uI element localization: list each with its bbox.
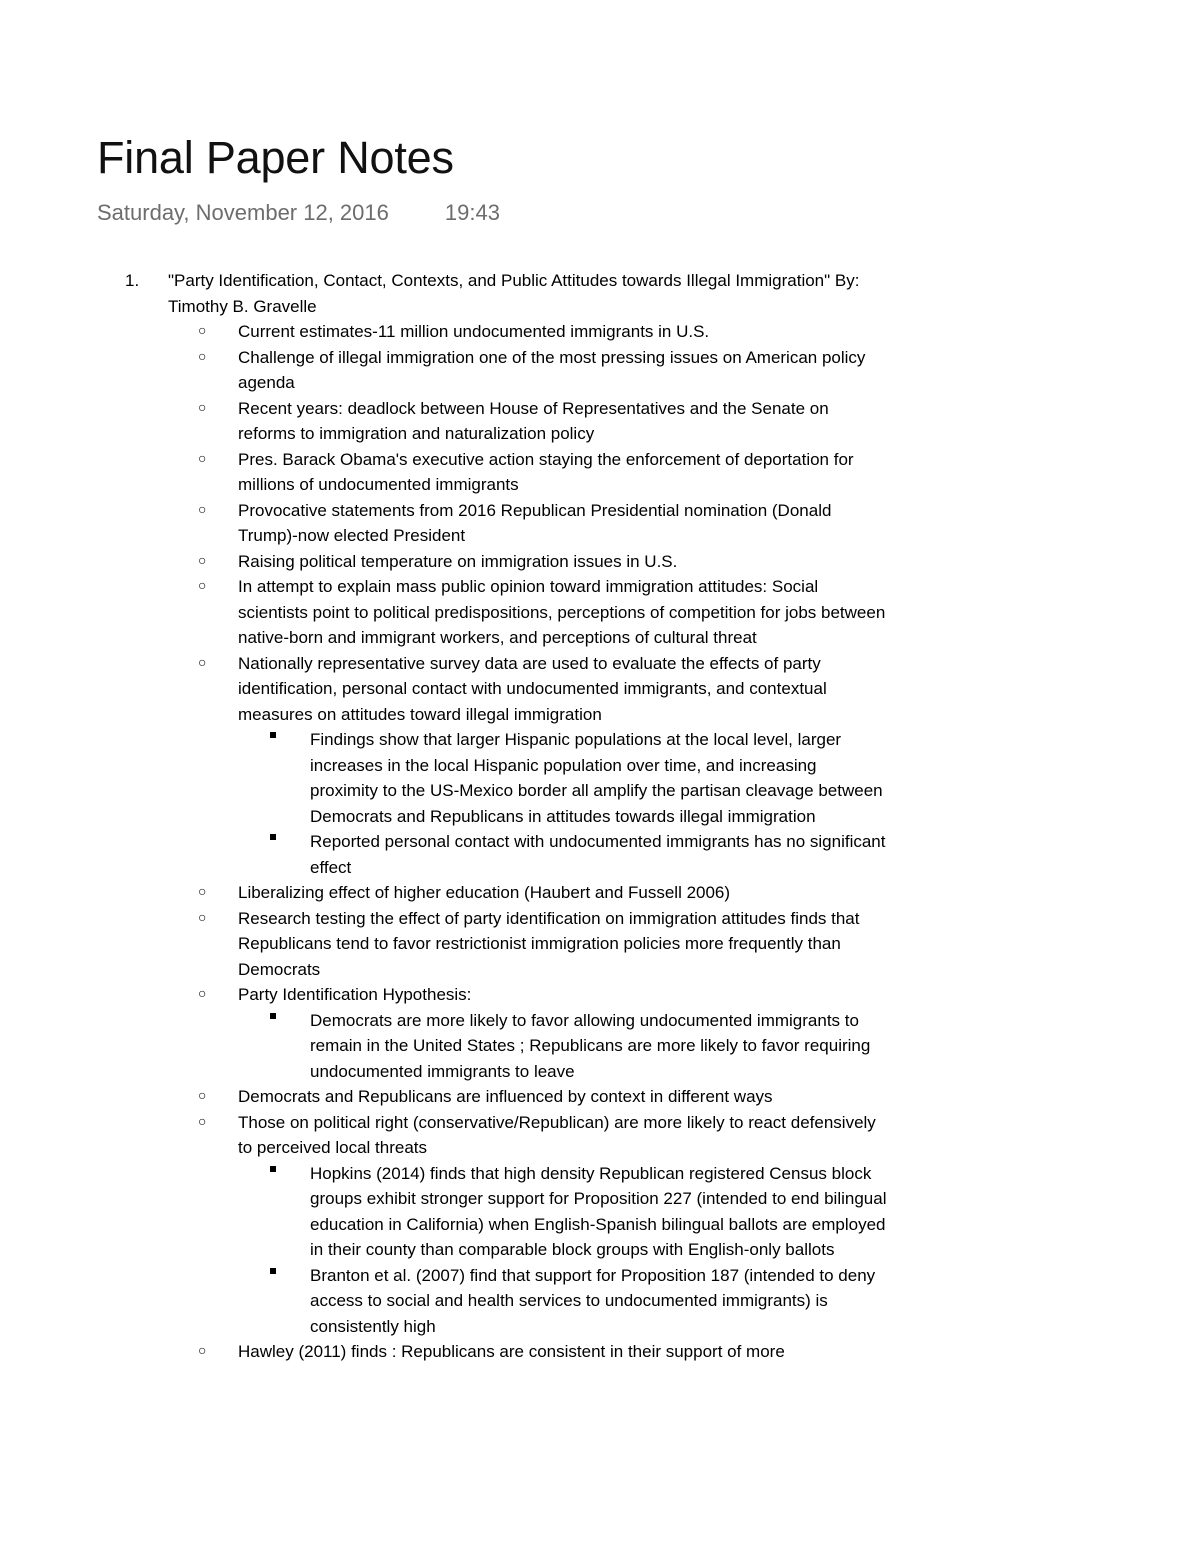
list-item <box>0 549 888 575</box>
note-body <box>0 268 1200 1436</box>
note-text: Democrats are more likely to favor allowing undocumented immigrants to remain in the United States ; Republicans are more likely to favor requiring undocumented immigrants to leave <box>310 1010 871 1081</box>
square-bullet-icon <box>270 1013 276 1019</box>
hollow-bullet-icon: ○ <box>198 1342 207 1358</box>
hollow-bullet-icon: ○ <box>198 1112 207 1129</box>
hollow-bullet-icon: ○ <box>198 883 207 899</box>
hollow-bullet-icon: ○ <box>198 347 207 364</box>
hollow-bullet-icon: ○ <box>198 500 207 517</box>
list-item <box>0 498 888 549</box>
hollow-bullet-icon: ○ <box>198 398 207 415</box>
list-number: 1. <box>125 271 140 290</box>
list-item <box>0 982 888 1008</box>
note-timestamp <box>97 198 500 228</box>
note-text: Liberalizing effect of higher education (Haubert and Fussell 2006) <box>238 883 731 902</box>
note-time: 19:43 <box>444 200 500 225</box>
note-text: Reported personal contact with undocumented immigrants has no significant effect <box>310 832 886 877</box>
note-text: Party Identification Hypothesis: <box>238 985 472 1004</box>
note-date: Saturday, November 12, 2016 <box>97 200 389 225</box>
notes-list <box>0 268 1200 1365</box>
note-text: Democrats and Republicans are influenced by context in different ways <box>238 1087 773 1106</box>
source-heading: "Party Identification, Contact, Contexts, and Public Attitudes towards Illegal Immigration" By: Timothy B. Gravelle <box>168 271 860 316</box>
page-title: Final Paper Notes <box>97 132 454 183</box>
note-text: Nationally representative survey data are used to evaluate the effects of party identification, personal contact with undocumented immigrants, and contextual measures on attitudes toward illegal immigration <box>238 653 827 724</box>
note-text: Raising political temperature on immigration issues in U.S. <box>238 551 678 571</box>
square-bullet-icon <box>270 732 276 738</box>
hollow-bullet-icon: ○ <box>198 551 207 568</box>
note-text: Branton et al. (2007) find that support for Proposition 187 (intended to deny access to social and health services to undocumented immigrants) is consistently high <box>310 1265 876 1336</box>
hollow-bullet-icon: ○ <box>198 985 207 1001</box>
hollow-bullet-icon: ○ <box>198 577 207 593</box>
note-text: Hawley (2011) finds : Republicans are consistent in their support of more <box>238 1342 785 1361</box>
list-item <box>0 1008 888 1085</box>
hollow-bullet-icon: ○ <box>198 653 207 670</box>
hollow-bullet-icon: ○ <box>198 449 207 466</box>
note-text: Challenge of illegal immigration one of the most pressing issues on American policy agenda <box>238 347 866 392</box>
hollow-bullet-icon: ○ <box>198 1087 207 1103</box>
list-item <box>0 1161 888 1263</box>
list-item <box>0 1339 888 1365</box>
square-bullet-icon <box>270 1268 276 1274</box>
note-text: Current estimates-11 million undocumented immigrants in U.S. <box>238 322 710 341</box>
list-item <box>0 651 888 728</box>
list-item <box>0 1263 888 1340</box>
note-text: Research testing the effect of party identification on immigration attitudes finds that Republicans tend to favor restrictionist immigration policies more frequently than Democrats <box>238 908 860 979</box>
note-text: Recent years: deadlock between House of Representatives and the Senate on reforms to immigration and naturalization policy <box>238 398 829 443</box>
list-item <box>0 447 888 498</box>
list-item <box>0 880 888 906</box>
list-item <box>0 345 888 396</box>
note-text: Pres. Barack Obama's executive action staying the enforcement of deportation for millions of undocumented immigrants <box>238 449 854 494</box>
list-item <box>0 906 888 983</box>
square-bullet-icon <box>270 834 276 840</box>
hollow-bullet-icon: ○ <box>198 322 207 338</box>
note-text: Hopkins (2014) finds that high density Republican registered Census block groups exhibit stronger support for Proposition 227 (intended to end bilingual education in California) when English-Spanish bilingual ballots are employed in their county than comparable block groups with English-only ballots <box>310 1163 887 1259</box>
hollow-bullet-icon: ○ <box>198 908 207 925</box>
note-text: In attempt to explain mass public opinion toward immigration attitudes: Social scientists point to political predispositions, perceptions of competition for jobs between native-born and immigrant workers, and perceptions of cultural threat <box>238 577 886 647</box>
note-text: Those on political right (conservative/Republican) are more likely to react defensively to perceived local threats <box>238 1112 876 1157</box>
note-text: Provocative statements from 2016 Republican Presidential nomination (Donald Trump)-now elected President <box>238 500 832 545</box>
list-item <box>0 727 888 829</box>
list-item <box>0 268 888 319</box>
list-item <box>0 319 888 345</box>
list-item <box>0 1084 888 1110</box>
list-item <box>0 574 888 651</box>
square-bullet-icon <box>270 1166 276 1172</box>
list-item <box>0 829 888 880</box>
note-text: Findings show that larger Hispanic populations at the local level, larger increases in the local Hispanic population over time, and increasing proximity to the US-Mexico border all amplify the partisan cleavage between Democrats and Republicans in attitudes towards illegal immigration <box>310 730 883 826</box>
list-item <box>0 396 888 447</box>
list-item <box>0 1110 888 1161</box>
